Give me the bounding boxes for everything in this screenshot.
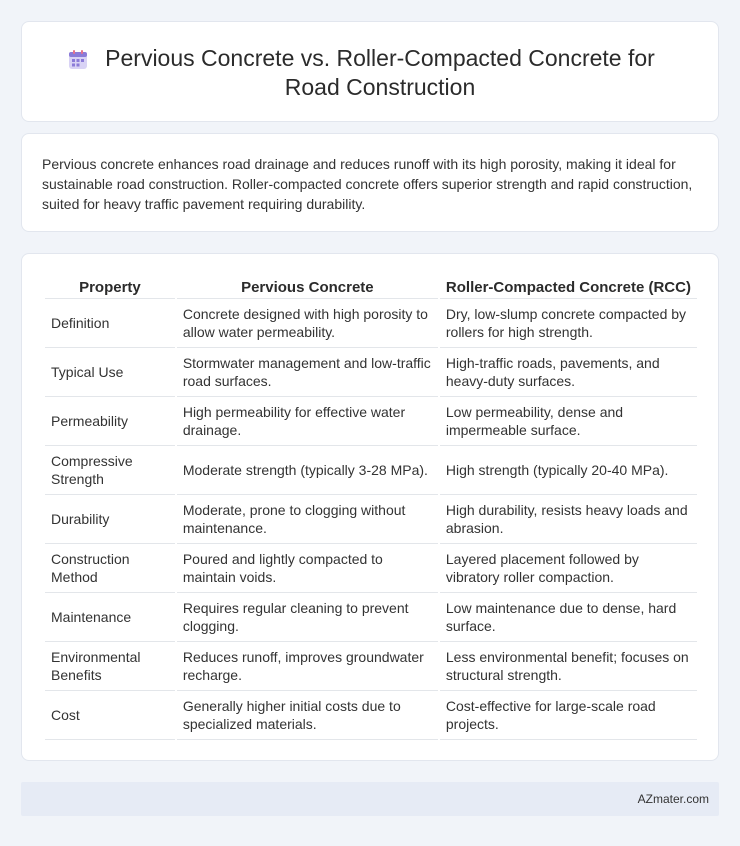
cell-rcc: High strength (typically 20-40 MPa). [440,446,697,495]
cell-rcc: Less environmental benefit; focuses on structural strength. [440,642,697,691]
cell-rcc: Low maintenance due to dense, hard surface. [440,593,697,642]
comparison-table-card [21,253,719,761]
cell-rcc: High-traffic roads, pavements, and heavy-duty surfaces. [440,348,697,397]
table-row [45,593,697,642]
footer-bar [21,782,719,816]
title-wrap [22,44,718,102]
intro-card [21,133,719,232]
cell-pervious: Reduces runoff, improves groundwater recharge. [177,642,438,691]
footer-site-link[interactable]: AZmater.com [637,792,709,806]
title-card [21,21,719,122]
cell-pervious: Moderate, prone to clogging without maintenance. [177,495,438,544]
table-row [45,544,697,593]
cell-pervious: Concrete designed with high porosity to allow water permeability. [177,299,438,348]
table-row [45,348,697,397]
cell-property: Construction Method [45,544,175,593]
cell-property: Definition [45,299,175,348]
comparison-table [43,275,699,740]
cell-rcc: Dry, low-slump concrete compacted by rollers for high strength. [440,299,697,348]
cell-pervious: High permeability for effective water drainage. [177,397,438,446]
cell-property: Durability [45,495,175,544]
intro-paragraph: Pervious concrete enhances road drainage and reduces runoff with its high porosity, making it ideal for sustainable road construction. Roller-compacted concrete offers superior strength and rapid construction, suited for heavy traffic pavement requiring durability. [42,156,693,212]
page-title: Pervious Concrete vs. Roller-Compacted Concrete for Road Construction [105,45,655,100]
header-pervious: Pervious Concrete [177,275,438,299]
cell-property: Cost [45,691,175,740]
cell-pervious: Stormwater management and low-traffic road surfaces. [177,348,438,397]
table-header-row [45,275,697,299]
cell-property: Permeability [45,397,175,446]
cell-rcc: Low permeability, dense and impermeable surface. [440,397,697,446]
cell-property: Compressive Strength [45,446,175,495]
cell-pervious: Poured and lightly compacted to maintain voids. [177,544,438,593]
cell-property: Typical Use [45,348,175,397]
table-row [45,397,697,446]
cell-pervious: Requires regular cleaning to prevent clogging. [177,593,438,642]
cell-pervious: Moderate strength (typically 3-28 MPa). [177,446,438,495]
cell-pervious: Generally higher initial costs due to specialized materials. [177,691,438,740]
cell-rcc: Layered placement followed by vibratory roller compaction. [440,544,697,593]
cell-property: Environmental Benefits [45,642,175,691]
header-rcc: Roller-Compacted Concrete (RCC) [440,275,697,299]
table-row [45,691,697,740]
table-row [45,642,697,691]
header-property: Property [45,275,175,299]
table-row [45,495,697,544]
cell-rcc: Cost-effective for large-scale road projects. [440,691,697,740]
table-row [45,299,697,348]
cell-rcc: High durability, resists heavy loads and abrasion. [440,495,697,544]
cell-property: Maintenance [45,593,175,642]
table-row [45,446,697,495]
